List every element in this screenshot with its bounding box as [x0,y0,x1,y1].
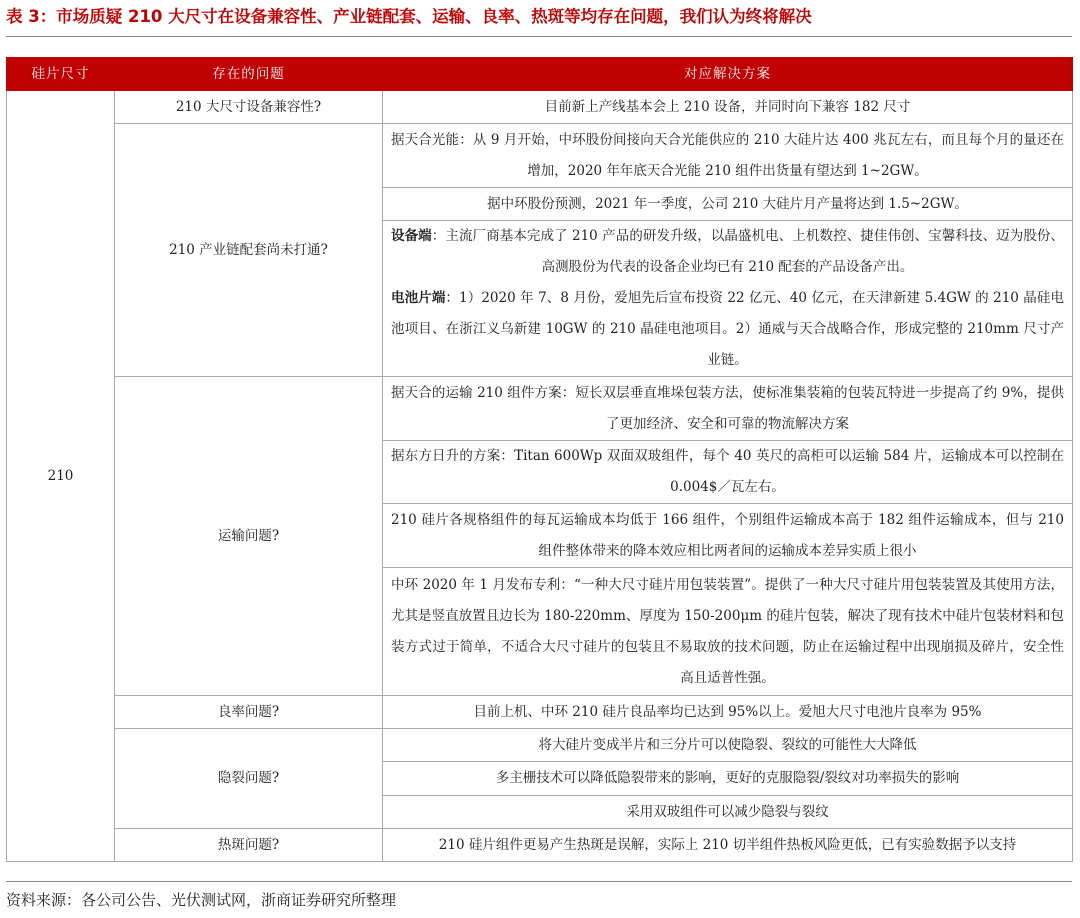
table-row [7,729,1073,762]
solution-cell: 目前新上产线基本会上 210 设备，并同时向下兼容 182 尺寸 [383,91,1073,124]
solution-cell: 据天合光能：从 9 月开始，中环股份间接向天合光能供应的 210 大硅片达 400 兆瓦左右，而且每个月的量还在增加，2020 年年底天合光能 210 组件出货量有望达到 1~2GW。 [383,124,1073,188]
header-solution: 对应解决方案 [383,58,1073,91]
solution-cell-rich [383,221,1073,377]
issue-cell: 210 大尺寸设备兼容性? [115,91,383,124]
table-title: 表 3：市场质疑 210 大尺寸在设备兼容性、产业链配套、运输、良率、热斑等均存在问题，我们认为终将解决 [6,7,812,26]
table-row [7,696,1073,729]
table-row [7,377,1073,441]
issue-cell: 隐裂问题? [115,729,383,829]
table-row [7,124,1073,188]
cell-paragraph [391,283,1064,376]
cell-label: 电池片端 [391,290,446,306]
solution-cell: 210 硅片组件更易产生热斑是误解，实际上 210 切半组件热板风险更低，已有实验数据予以支持 [383,829,1073,862]
table-header-row [7,58,1073,91]
issue-cell: 良率问题? [115,696,383,729]
title-divider [6,36,1072,37]
solution-cell: 采用双玻组件可以减少隐裂与裂纹 [383,796,1073,829]
source-note: 资料来源：各公司公告、光伏测试网，浙商证券研究所整理 [6,891,397,909]
solutions-table [6,57,1073,862]
solution-cell: 据东方日升的方案：Titan 600Wp 双面双玻组件，每个 40 英尺的高柜可以运输 584 片，运输成本可以控制在 0.004$／瓦左右。 [383,441,1073,504]
solution-cell: 多主栅技术可以降低隐裂带来的影响，更好的克服隐裂/裂纹对功率损失的影响 [383,762,1073,796]
solution-cell: 目前上机、中环 210 硅片良品率均已达到 95%以上。爱旭大尺寸电池片良率为 95% [383,696,1073,729]
header-wafer-size: 硅片尺寸 [7,58,115,91]
wafer-size-cell: 210 [7,91,115,862]
equipment-label: 设备端 [391,228,432,244]
solution-cell: 将大硅片变成半片和三分片可以使隐裂、裂纹的可能性大大降低 [383,729,1073,762]
table-row [7,829,1073,862]
solution-cell: 据天合的运输 210 组件方案：短长双层垂直堆垛包装方法，使标准集装箱的包装瓦特进一步提高了约 9%，提供了更加经济、安全和可靠的物流解决方案 [383,377,1073,441]
issue-cell: 热斑问题? [115,829,383,862]
issue-cell: 运输问题? [115,377,383,696]
issue-cell: 210 产业链配套尚未打通? [115,124,383,377]
cell-text: ：1）2020 年 7、8 月份，爱旭先后宣布投资 22 亿元、40 亿元，在天津新建 5.4GW 的 210 晶硅电池项目、在浙江义乌新建 10GW 的 210 晶硅电池项目。2）通威与天合战略合作，形成完整的 210mm 尺寸产业链。 [391,290,1064,368]
table-row [7,91,1073,124]
equipment-paragraph [391,221,1064,283]
solution-cell: 210 硅片各规格组件的每瓦运输成本均低于 166 组件，个别组件运输成本高于 182 组件运输成本，但与 210 组件整体带来的降本效应相比两者间的运输成本差异实质上很小 [383,504,1073,568]
header-issue: 存在的问题 [115,58,383,91]
equipment-text: ：主流厂商基本完成了 210 产品的研发升级，以晶盛机电、上机数控、捷佳伟创、宝馨科技、迈为股份、高测股份为代表的设备企业均已有 210 配套的产品设备产出。 [431,228,1064,275]
solution-cell: 中环 2020 年 1 月发布专利：“一种大尺寸硅片用包装装置”。提供了一种大尺寸硅片用包装装置及其使用方法，尤其是竖直放置且边长为 180-220mm、厚度为 150-200μm 的硅片包装，解决了现有技术中硅片包装材料和包装方式过于简单，不适合大尺寸硅片的包装且不易取放的技术问题，防止在运输过程中出现崩损及碎片，安全性高且适普性强。 [383,568,1073,696]
footer-divider [6,881,1072,882]
solution-cell: 据中环股份预测，2021 年一季度，公司 210 大硅片月产量将达到 1.5~2GW。 [383,188,1073,221]
